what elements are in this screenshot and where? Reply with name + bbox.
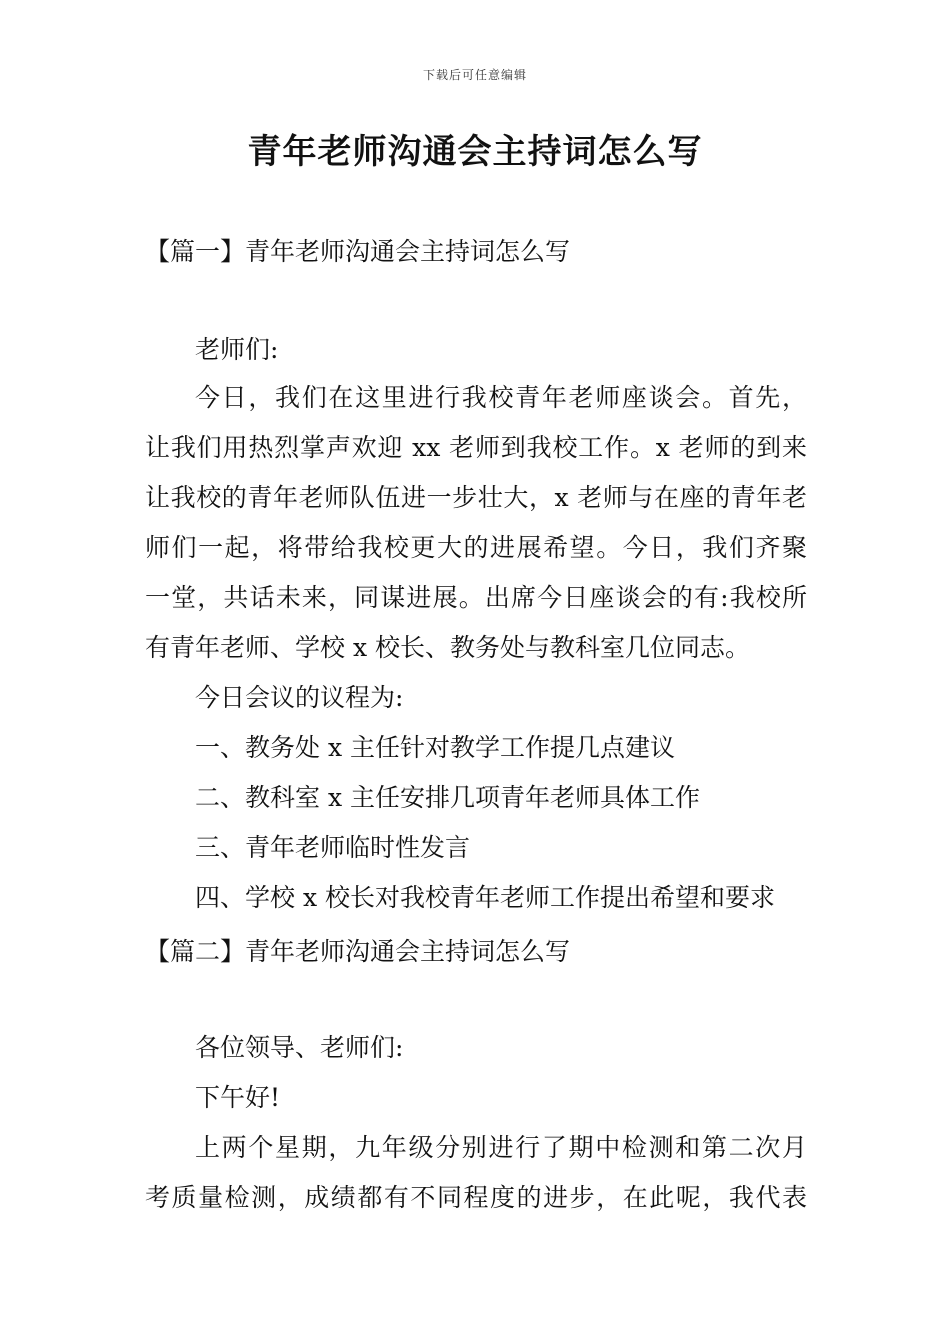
paragraph-line: 让我们用热烈掌声欢迎 xx 老师到我校工作。x 老师的到来 — [145, 433, 807, 462]
paragraph-line: 让我校的青年老师队伍进一步壮大，x 老师与在座的青年老 — [145, 483, 807, 512]
salutation-2: 各位领导、老师们: — [195, 1033, 404, 1062]
paragraph-line: 一堂，共话未来，同谋进展。出席今日座谈会的有:我校所 — [145, 583, 807, 612]
agenda-item: 四、学校 x 校长对我校青年老师工作提出希望和要求 — [195, 883, 775, 912]
paragraph-line: 有青年老师、学校 x 校长、教务处与教科室几位同志。 — [145, 633, 750, 662]
agenda-intro: 今日会议的议程为: — [195, 683, 404, 712]
header-note: 下载后可任意编辑 — [422, 68, 527, 82]
document-title: 青年老师沟通会主持词怎么写 — [247, 132, 703, 172]
paragraph-line: 考质量检测，成绩都有不同程度的进步，在此呢，我代表 — [145, 1183, 807, 1212]
section-heading-2: 【篇二】青年老师沟通会主持词怎么写 — [145, 937, 571, 966]
agenda-item: 二、教科室 x 主任安排几项青年老师具体工作 — [195, 783, 700, 812]
agenda-item: 三、青年老师临时性发言 — [195, 833, 471, 862]
paragraph-line: 今日，我们在这里进行我校青年老师座谈会。首先， — [195, 383, 807, 412]
paragraph-line: 师们一起，将带给我校更大的进展希望。今日，我们齐聚 — [145, 533, 807, 562]
paragraph-line: 上两个星期，九年级分别进行了期中检测和第二次月 — [195, 1133, 807, 1162]
salutation-1: 老师们: — [195, 335, 279, 364]
agenda-item: 一、教务处 x 主任针对教学工作提几点建议 — [195, 733, 675, 762]
section-heading-1: 【篇一】青年老师沟通会主持词怎么写 — [145, 237, 571, 266]
greeting: 下午好! — [195, 1083, 281, 1112]
